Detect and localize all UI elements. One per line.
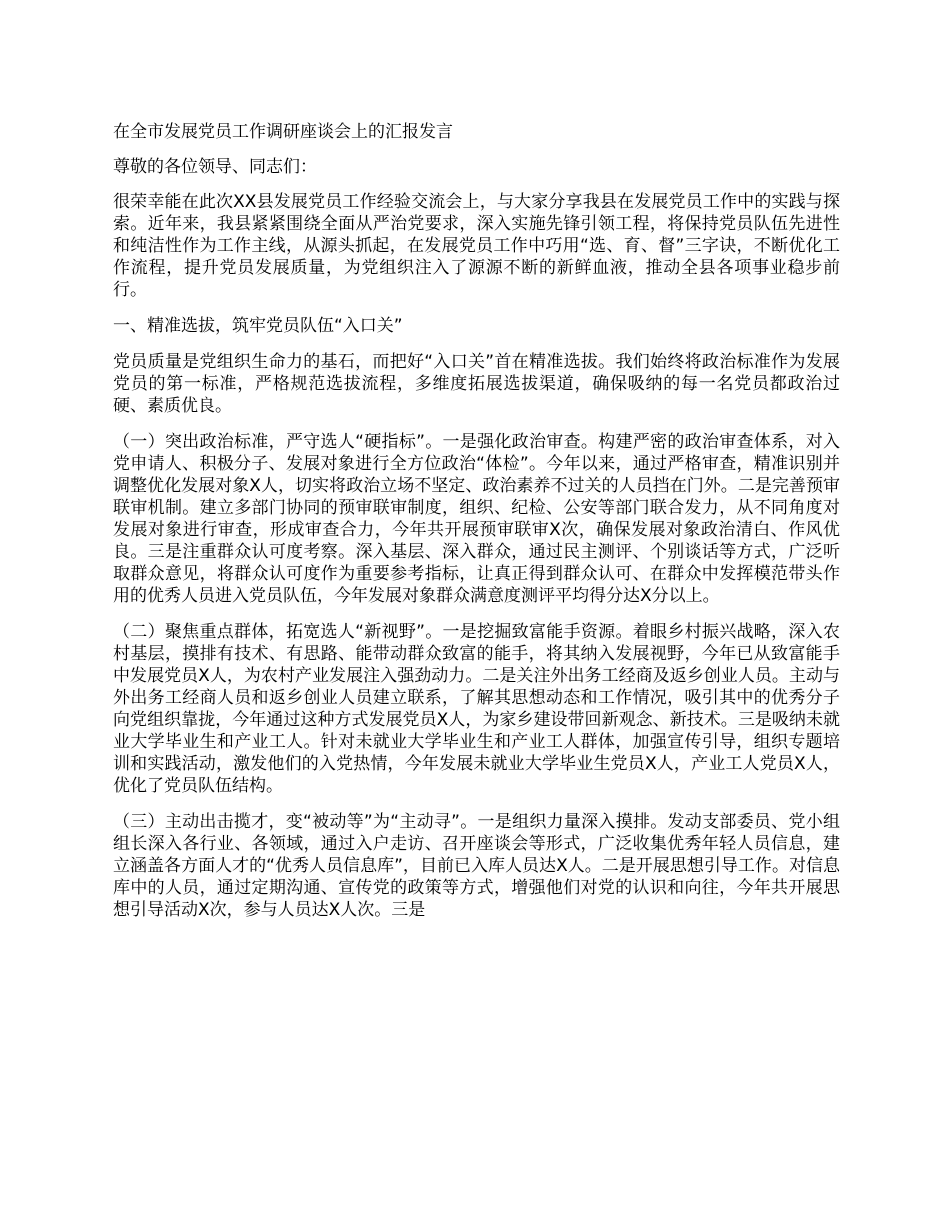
intro-paragraph: 很荣幸能在此次XX县发展党员工作经验交流会上，与大家分享我县在发展党员工作中的实践与探索。近年来，我县紧紧围绕全面从严治党要求，深入实施先锋引领工程，将保持党员队伍先进性和纯洁性作为工作主线，从源头抓起，在发展党员工作中巧用“选、育、督”三字诀，不断优化工作流程，提升党员发展质量，为党组织注入了源源不断的新鲜血液，推动全县各项事业稳步前行。 [113, 192, 840, 300]
subsection-2-paragraph: （二）聚焦重点群体，拓宽选人“新视野”。一是挖掘致富能手资源。着眼乡村振兴战略，深入农村基层，摸排有技术、有思路、能带动群众致富的能手，将其纳入发展视野，今年已从致富能手中发展党员X人，为农村产业发展注入强劲动力。二是关注外出务工经商及返乡创业人员。主动与外出务工经商人员和返乡创业人员建立联系，了解其思想动态和工作情况，吸引其中的优秀分子向党组织靠拢，今年通过这种方式发展党员X人，为家乡建设带回新观念、新技术。三是吸纳未就业大学毕业生和产业工人。针对未就业大学毕业生和产业工人群体，加强宣传引导，组织专题培训和实践活动，激发他们的入党热情，今年发展未就业大学毕业生党员X人，产业工人党员X人，优化了党员队伍结构。 [113, 622, 840, 796]
subsection-3-paragraph: （三）主动出击揽才，变“被动等”为“主动寻”。一是组织力量深入摸排。发动支部委员、党小组组长深入各行业、各领域，通过入户走访、召开座谈会等形式，广泛收集优秀年轻人员信息，建立涵盖各方面人才的“优秀人员信息库”，目前已入库人员达X人。二是开展思想引导工作。对信息库中的人员，通过定期沟通、宣传党的政策等方式，增强他们对党的认识和向往，今年共开展思想引导活动X次，参与人员达X人次。三是 [113, 812, 840, 920]
subsection-1-paragraph: （一）突出政治标准，严守选人“硬指标”。一是强化政治审查。构建严密的政治审查体系，对入党申请人、积极分子、发展对象进行全方位政治“体检”。今年以来，通过严格审查，精准识别并调整优化发展对象X人，切实将政治立场不坚定、政治素养不过关的人员挡在门外。二是完善预审联审机制。建立多部门协同的预审联审制度，组织、纪检、公安等部门联合发力，从不同角度对发展对象进行审查，形成审查合力，今年共开展预审联审X次，确保发展对象政治清白、作风优良。三是注重群众认可度考察。深入基层、深入群众，通过民主测评、个别谈话等方式，广泛听取群众意见，将群众认可度作为重要参考指标，让真正得到群众认可、在群众中发挥模范带头作用的优秀人员进入党员队伍，今年发展对象群众满意度测评平均得分达X分以上。 [113, 432, 840, 606]
section-heading: 一、精准选拔，筑牢党员队伍“入口关” [113, 316, 403, 336]
document-title: 在全市发展党员工作调研座谈会上的汇报发言 [113, 122, 453, 142]
section-intro-paragraph: 党员质量是党组织生命力的基石，而把好“入口关”首在精准选拔。我们始终将政治标准作为发展党员的第一标准，严格规范选拔流程，多维度拓展选拔渠道，确保吸纳的每一名党员都政治过硬、素质优良。 [113, 352, 840, 416]
salutation: 尊敬的各位领导、同志们： [113, 157, 317, 177]
document-page [113, 121, 840, 935]
